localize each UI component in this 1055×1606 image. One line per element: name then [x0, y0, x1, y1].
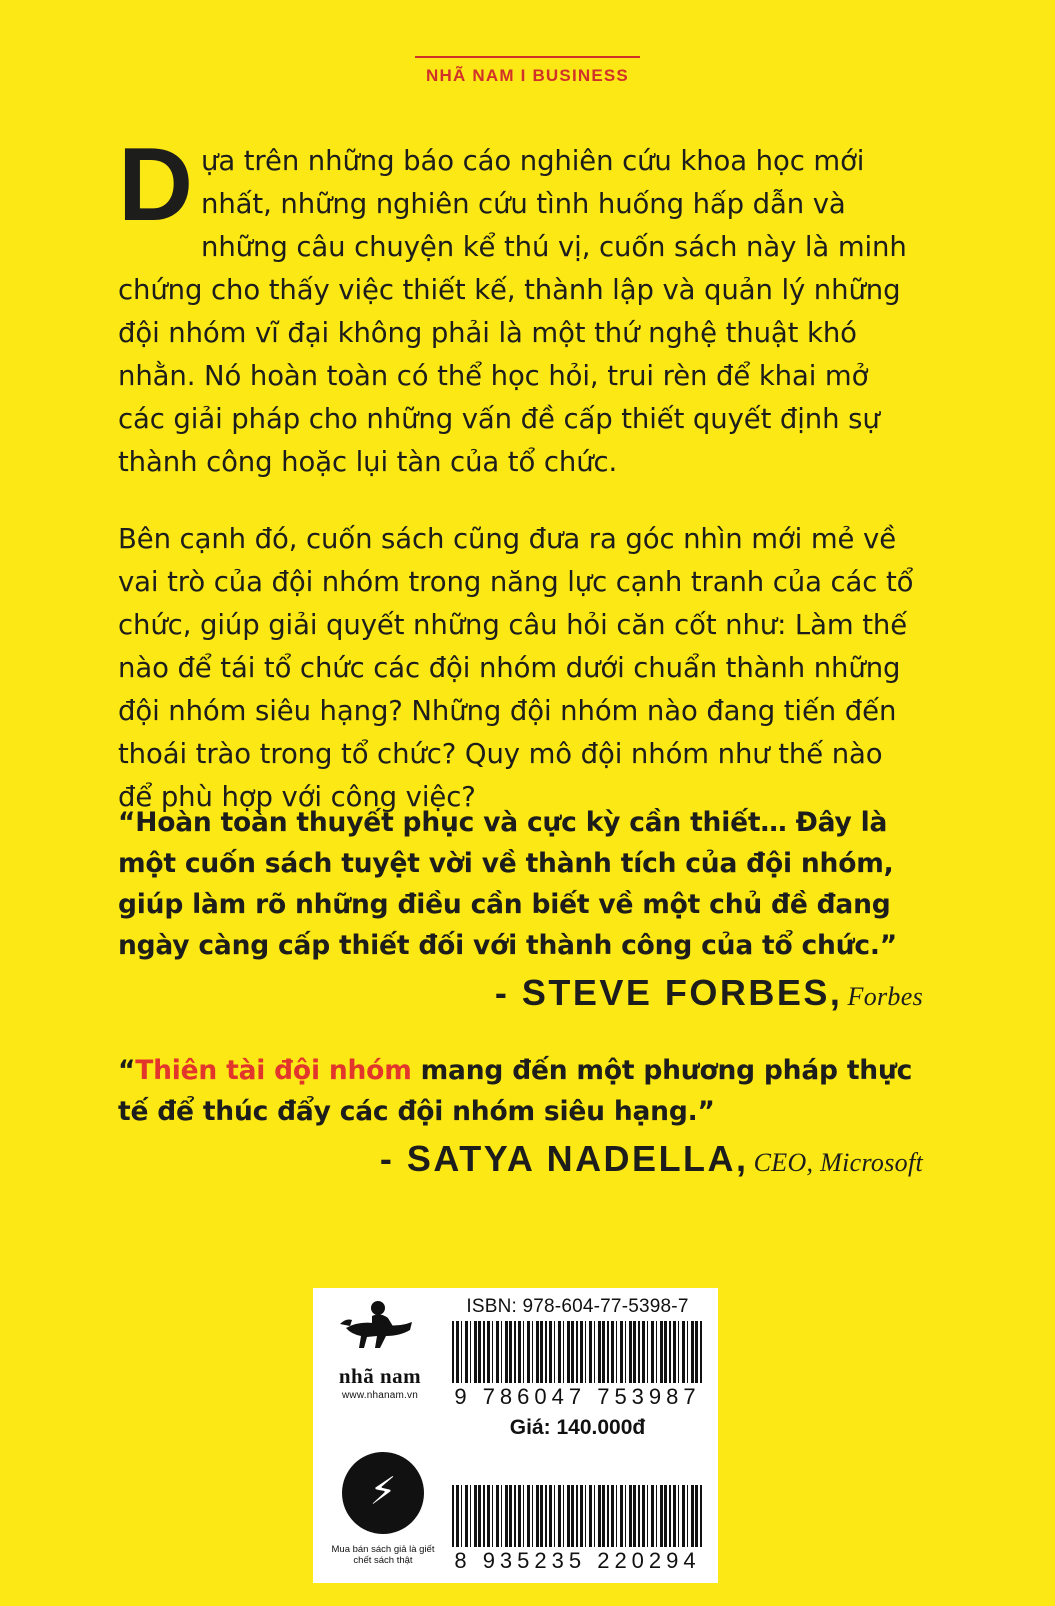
blurb-forbes-org: Forbes — [847, 982, 923, 1011]
isbn-codes — [445, 1296, 710, 1440]
isbn-label: ISBN: 978-604-77-5398-7 — [466, 1296, 689, 1317]
blurb-nadella-attribution — [118, 1138, 923, 1180]
blurb-nadella-org: CEO, Microsoft — [753, 1148, 923, 1177]
blurb-nadella-text — [118, 1050, 923, 1132]
lightning-bolt-icon: ⚡ — [369, 1469, 397, 1514]
publisher-name: nhã nam — [338, 1364, 422, 1388]
blurb-forbes — [118, 802, 923, 1014]
paragraph-one-text: ựa trên những báo cáo nghiên cứu khoa học mới nhất, những nghiên cứu tình huống hấp dẫn và những câu chuyện kể thú vị, cuốn sách này là minh chứng cho thấy việc thiết kế, thành lập và quản lý những đội nhóm vĩ đại không phải là một thứ nghệ thuật khó nhằn. Nó hoàn toàn có thể học hỏi, trui rèn để khai mở các giải pháp cho những vấn đề cấp thiết quyết định sự thành công hoặc lụi tàn của tổ chức. — [118, 145, 907, 478]
publisher-url: www.nhanam.vn — [342, 1390, 418, 1401]
quote-open: “ — [118, 1055, 136, 1086]
imprint-header — [0, 56, 1055, 86]
ean-digits: 9 786047 753987 — [454, 1384, 701, 1409]
stamp-circle-icon — [342, 1452, 424, 1534]
internal-barcode-icon — [452, 1485, 704, 1547]
imprint-label: NHÃ NAM I BUSINESS — [426, 66, 629, 85]
blurb-forbes-author: - STEVE FORBES, — [494, 972, 843, 1013]
blurb-body — [118, 127, 923, 853]
internal-codes — [445, 1485, 710, 1574]
blurb-nadella — [118, 1050, 923, 1180]
drop-cap: D — [118, 127, 194, 243]
isbn-barcode-block — [313, 1288, 718, 1583]
nha-nam-horse-icon — [332, 1298, 428, 1362]
stamp-caption: Mua bán sách giả là giết chết sách thật — [331, 1544, 435, 1566]
price-label: Giá: 140.000đ — [509, 1416, 646, 1439]
internal-code-digits: 8 935235 220294 — [454, 1548, 701, 1573]
blurb-nadella-rest: mang đến một phương pháp thực tế để thúc đẩy các đội nhóm siêu hạng.” — [118, 1055, 913, 1127]
book-title-highlight: Thiên tài đội nhóm — [135, 1055, 412, 1086]
blurb-forbes-attribution — [118, 972, 923, 1014]
paragraph-one — [118, 127, 923, 484]
anti-piracy-stamp — [327, 1440, 439, 1566]
blurb-forbes-text: “Hoàn toàn thuyết phục và cực kỳ cần thiết… Đây là một cuốn sách tuyệt vời về thành tích của đội nhóm, giúp làm rõ những điều cần biết về một chủ đề đang ngày càng cấp thiết đối với thành công của tổ chức.” — [118, 807, 897, 961]
paragraph-two: Bên cạnh đó, cuốn sách cũng đưa ra góc nhìn mới mẻ về vai trò của đội nhóm trong năng lực cạnh tranh của các tổ chức, giúp giải quyết những câu hỏi căn cốt như: Làm thế nào để tái tổ chức các đội nhóm dưới chuẩn thành những đội nhóm siêu hạng? Những đội nhóm nào đang tiến đến thoái trào trong tổ chức? Quy mô đội nhóm như thế nào để phù hợp với công việc? — [118, 523, 914, 813]
imprint-rule — [415, 56, 640, 58]
publisher-logo — [321, 1294, 439, 1401]
ean-barcode-icon — [452, 1321, 704, 1383]
blurb-nadella-author: - SATYA NADELLA, — [379, 1138, 749, 1179]
